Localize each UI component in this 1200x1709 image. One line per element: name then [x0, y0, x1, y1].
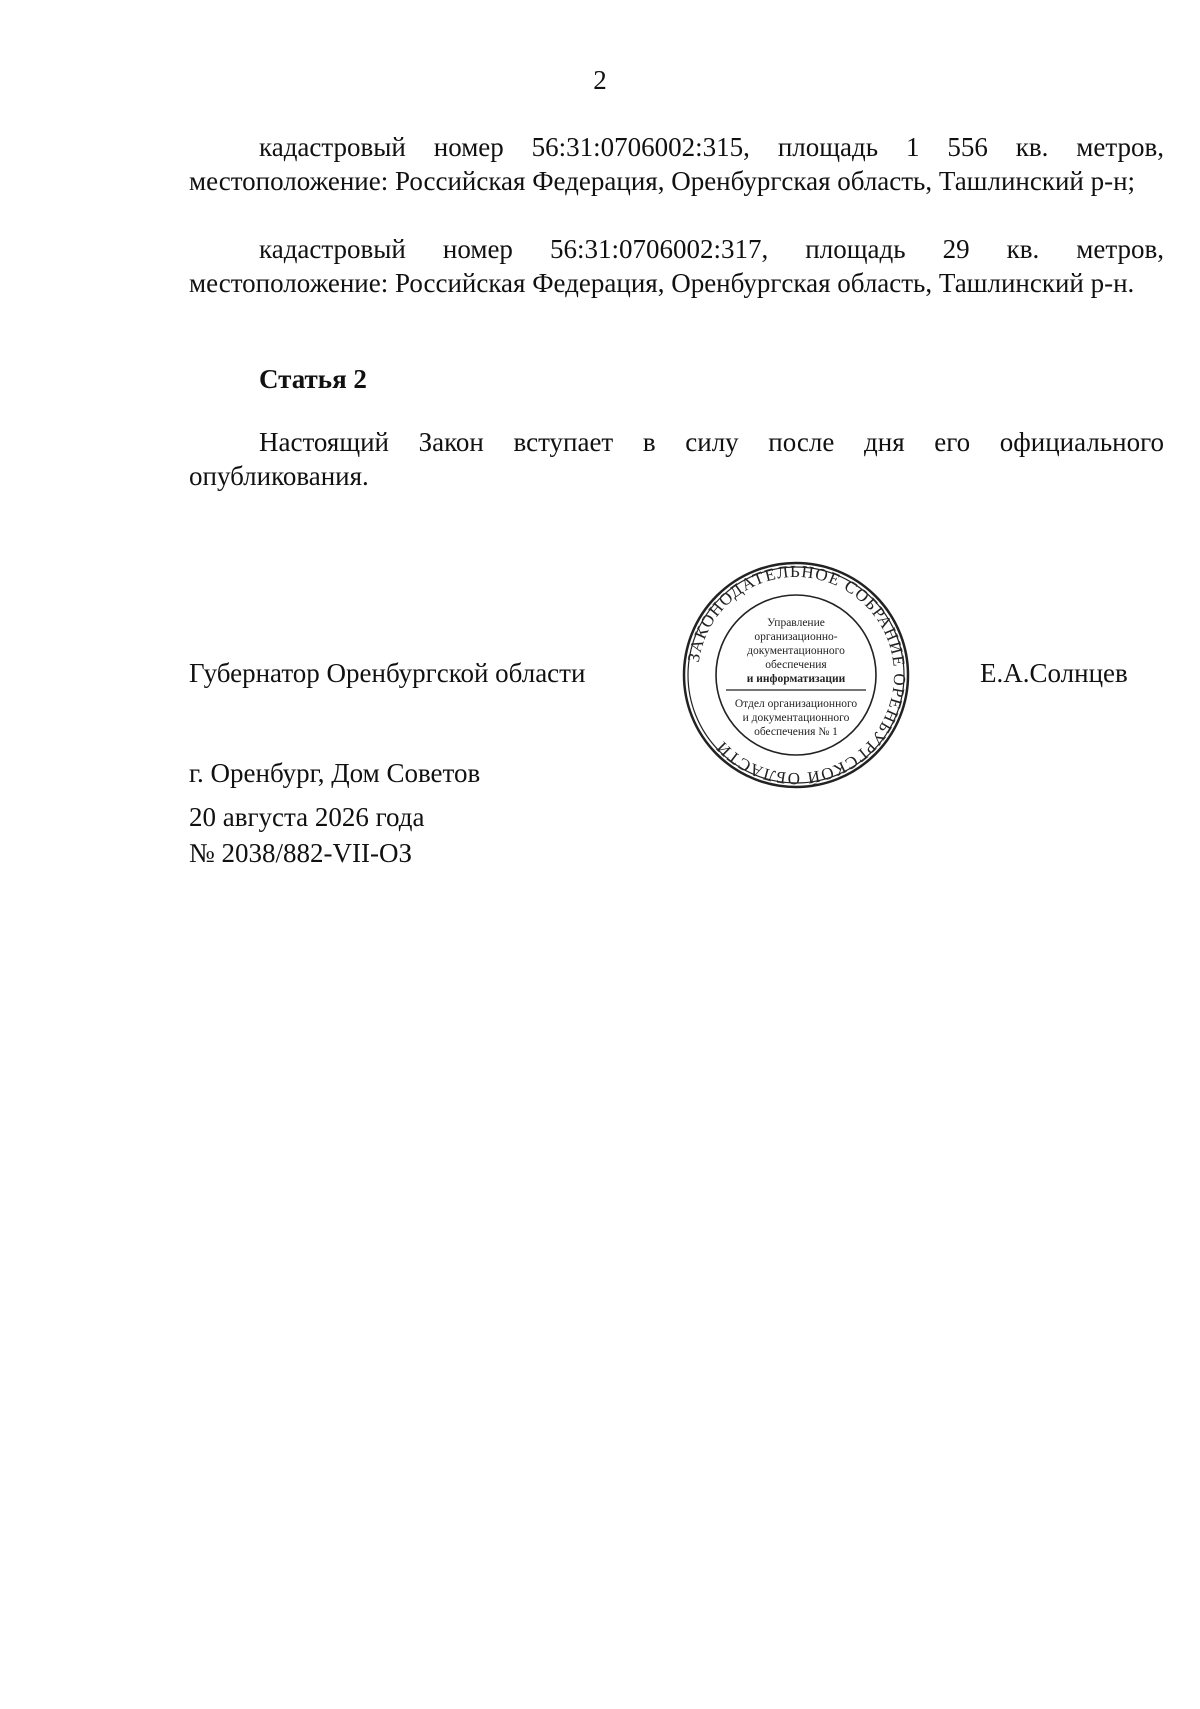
signature-title: Губернатор Оренбургской области: [189, 658, 586, 688]
article-heading: Статья 2: [259, 364, 367, 394]
seal-line-3: документационного: [747, 645, 845, 657]
cadastral-paragraph-2: кадастровый номер 56:31:0706002:317, площадь 29 кв. метров, местоположение: Российская Федерация, Оренбургская область, Ташлинский р-н.: [189, 234, 1164, 298]
seal-line-5: и информатизации: [746, 673, 846, 685]
seal-line-2: организационно-: [754, 631, 838, 643]
seal-outer-text-path: ЗАКОНОДАТЕЛЬНОЕ СОБРАНИЕ ОРЕНБУРГСКОЙ ОБЛАСТИ: [683, 561, 910, 789]
page-number: 2: [593, 65, 607, 95]
issue-place: г. Оренбург, Дом Советов: [189, 758, 481, 788]
law-number: № 2038/882-VII-ОЗ: [189, 838, 413, 868]
issue-date: 20 августа 2026 года: [189, 802, 425, 832]
signature-name: Е.А.Солнцев: [980, 658, 1128, 688]
seal-line-6: Отдел организационного: [734, 698, 858, 710]
seal-line-7: и документационного: [742, 712, 850, 724]
cadastral-paragraph-1: кадастровый номер 56:31:0706002:315, площадь 1 556 кв. метров, местоположение: Российская Федерация, Оренбургская область, Ташлинский р-н;: [189, 132, 1164, 196]
seal-line-8: обеспечения № 1: [754, 726, 838, 738]
official-seal: [681, 560, 911, 790]
seal-line-1: Управление: [767, 617, 825, 629]
article-text: Настоящий Закон вступает в силу после дня его официального опубликования.: [189, 427, 1164, 491]
seal-line-4: обеспечения: [765, 659, 827, 671]
